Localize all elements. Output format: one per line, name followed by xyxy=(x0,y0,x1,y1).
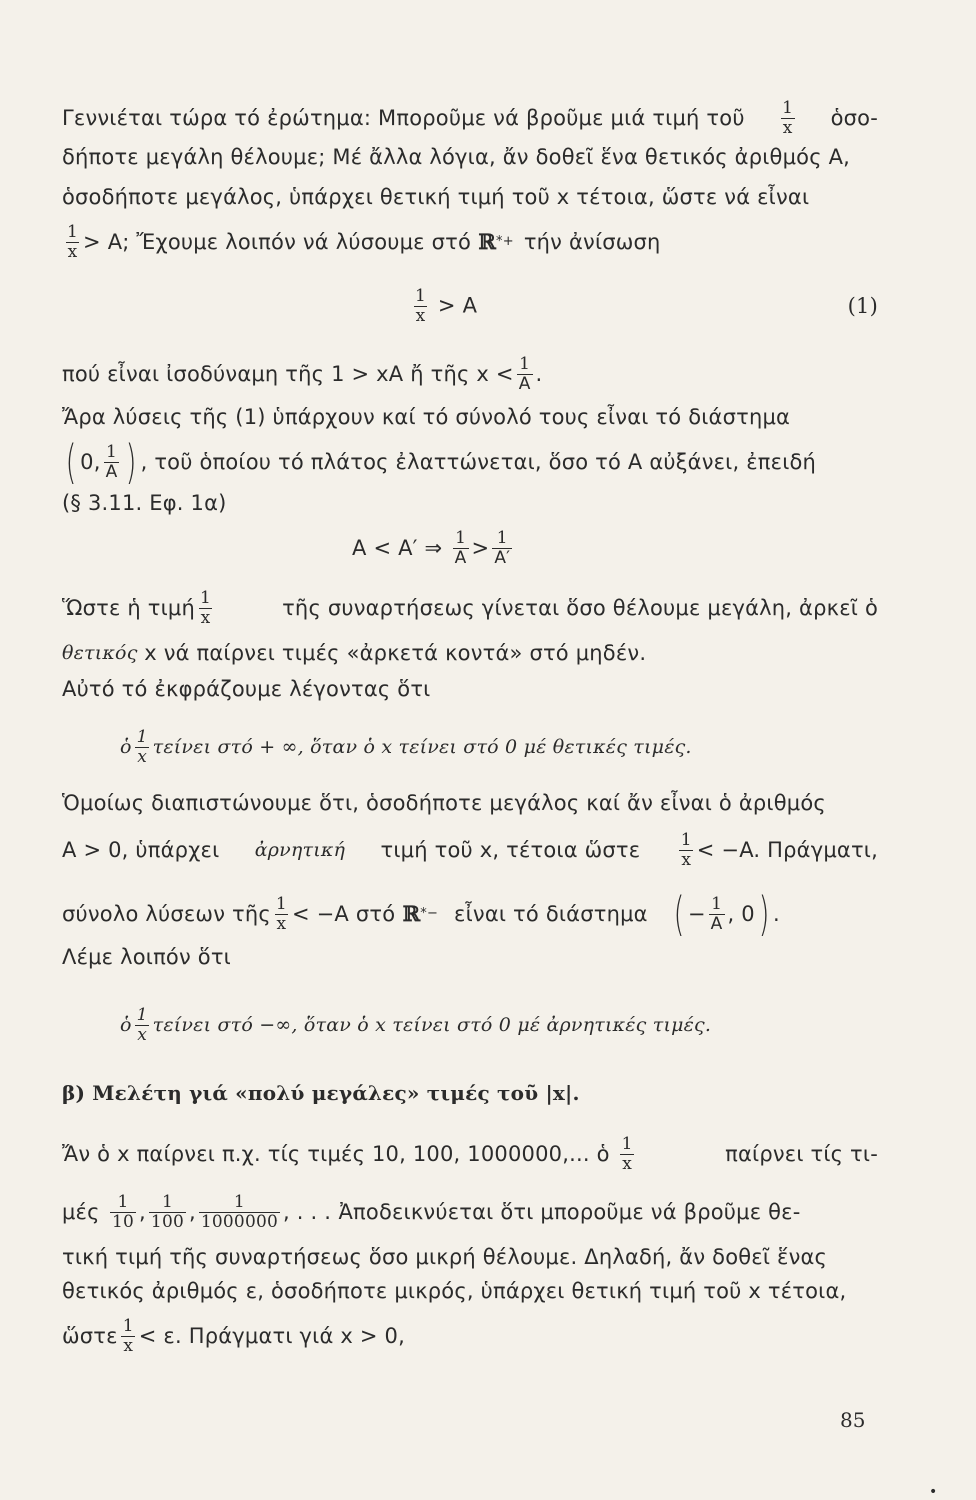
text: A < A′ ⇒ xyxy=(352,536,443,560)
text: − xyxy=(687,902,706,926)
denominator: x xyxy=(200,607,211,628)
denominator: x xyxy=(782,117,793,138)
fraction-1-over-x xyxy=(135,728,150,767)
text: πού εἶναι ἰσοδύναμη τῆς 1 > xA ἤ τῆς x < xyxy=(62,362,514,386)
text: δήποτε μεγάλη θέλουμε; Μέ ἄλλα λόγια, ἄν δοθεῖ ἕνα θετικός ἀριθμός A, xyxy=(62,145,851,169)
denominator: x xyxy=(415,305,426,326)
text: Ἄν ὁ x παίρνει π.χ. τίς τιμές 10, 100, 1000000,... ὁ xyxy=(62,1142,610,1166)
numerator: 1 xyxy=(621,1133,633,1154)
p5-line5 xyxy=(62,1310,878,1362)
denominator: 1000000 xyxy=(200,1211,278,1232)
text: < ε. Πράγματι γιά x > 0, xyxy=(138,1324,405,1348)
text: Ἄρα λύσεις τῆς (1) ὑπάρχουν καί τό σύνολό τους εἶναι τό διάστημα xyxy=(62,405,791,429)
text: (§ 3.11. Εφ. 1α) xyxy=(62,491,227,515)
p2-line2 xyxy=(62,402,878,432)
denominator: A xyxy=(105,461,118,482)
italic-text: τείνει στό + ∞, ὅταν ὁ x τείνει στό 0 μέ θετικές τιμές. xyxy=(152,736,692,758)
text: , xyxy=(188,1200,196,1224)
text: , xyxy=(139,1200,146,1224)
denominator: x xyxy=(622,1153,633,1174)
numerator: 1 xyxy=(415,285,427,306)
text: παίρνει τίς τι- xyxy=(725,1142,878,1166)
subscript: *+ xyxy=(496,234,514,249)
fraction-1-over-x xyxy=(198,589,213,628)
denominator: x xyxy=(681,849,692,870)
numerator: 1 xyxy=(136,1004,148,1025)
numerator: 1 xyxy=(136,726,148,747)
equation-1 xyxy=(62,278,878,334)
fraction-1-over-x xyxy=(620,1135,635,1174)
numerator: 1 xyxy=(275,893,287,914)
fraction-1-over-10 xyxy=(110,1193,136,1232)
fraction-1-over-x xyxy=(780,99,795,138)
denominator: x xyxy=(67,241,78,262)
italic-text: ὁ xyxy=(120,736,132,758)
text: Λέμε λοιπόν ὅτι xyxy=(62,945,231,969)
text: μές xyxy=(62,1200,100,1224)
paren: ( xyxy=(65,435,77,489)
p4-line3 xyxy=(62,884,878,944)
equation-2 xyxy=(62,520,878,576)
italic-text: τείνει στό −∞, ὅταν ὁ x τείνει στό 0 μέ ἀρνητικές τιμές. xyxy=(152,1014,712,1036)
numerator: 1 xyxy=(106,441,118,462)
fraction-1-over-1000000 xyxy=(199,1193,280,1232)
page-body xyxy=(62,88,878,1362)
text: , τοῦ ὁποίου τό πλάτος ἐλαττώνεται, ὅσο τό A αὐξάνει, ἐπειδή xyxy=(140,450,817,474)
p3-line3 xyxy=(62,674,878,704)
text: θετικός ἀριθμός ε, ὁσοδήποτε μικρός, ὑπάρχει θετική τιμή τοῦ x τέτοια, xyxy=(62,1279,847,1303)
text: . xyxy=(535,362,543,386)
denominator: A′ xyxy=(494,547,511,568)
p5-line2 xyxy=(62,1186,878,1238)
p5-line4 xyxy=(62,1276,878,1306)
p3-line1 xyxy=(62,582,878,634)
p1-line2 xyxy=(62,142,878,172)
p2-line1 xyxy=(62,348,878,400)
fraction-1-over-A xyxy=(517,355,533,394)
numerator: 1 xyxy=(233,1191,245,1212)
fraction-1-over-A xyxy=(709,895,725,934)
equation-2-expr xyxy=(352,529,515,568)
text: > A xyxy=(437,293,478,317)
denominator: x xyxy=(137,1024,148,1045)
fraction-1-over-x xyxy=(413,287,428,326)
text: τήν ἀνίσωση xyxy=(523,230,661,254)
denominator: 10 xyxy=(111,1211,135,1232)
text: x νά παίρνει τιμές «ἀρκετά κοντά» στό μηδέν. xyxy=(144,641,647,665)
numerator: 1 xyxy=(200,587,212,608)
text: ὁσο- xyxy=(830,106,878,130)
heading-text: β) Μελέτη γιά «πολύ μεγάλες» τιμές τοῦ |x|. xyxy=(62,1081,580,1105)
p4-line4 xyxy=(62,942,878,972)
text: Ὥστε ἡ τιμή xyxy=(62,596,195,620)
p4-line2 xyxy=(62,822,878,878)
numerator: 1 xyxy=(117,1191,129,1212)
p1-line4 xyxy=(62,218,878,266)
text: εἶναι τό διάστημα xyxy=(454,902,648,926)
denominator: A xyxy=(518,373,531,394)
numerator: 1 xyxy=(519,353,531,374)
fraction-1-over-A xyxy=(104,443,120,482)
text: τιμή τοῦ x, τέτοια ὥστε xyxy=(380,838,641,862)
paren: ) xyxy=(126,435,137,489)
text: A > 0, ὑπάρχει xyxy=(62,838,220,862)
equation-1-expr xyxy=(410,287,477,326)
text: , . . . xyxy=(283,1200,332,1224)
italic-text: θετικός xyxy=(62,642,138,664)
p1-line1 xyxy=(62,88,878,148)
p1-line3 xyxy=(62,182,878,212)
text: τική τιμή τῆς συναρτήσεως ὅσο μικρή θέλουμε. Δηλαδή, ἄν δοθεῖ ἕνας xyxy=(62,1245,828,1269)
denominator: A xyxy=(710,913,723,934)
page-number: 85 xyxy=(840,1408,866,1432)
text: Ὁμοίως διαπιστώνουμε ὅτι, ὁσοδήποτε μεγάλος καί ἄν εἶναι ὁ ἀριθμός xyxy=(62,791,826,815)
fraction-1-over-x xyxy=(65,223,80,262)
text: > A; Ἔχουμε λοιπόν νά λύσουμε στό xyxy=(83,230,472,254)
text: Αὐτό τό ἐκφράζουμε λέγοντας ὅτι xyxy=(62,677,431,701)
paren: ) xyxy=(758,887,770,941)
equation-label: (1) xyxy=(847,294,878,318)
denominator: x xyxy=(123,1335,134,1356)
numerator: 1 xyxy=(122,1315,134,1336)
numerator: 1 xyxy=(711,893,723,914)
denominator: x xyxy=(276,913,287,934)
p5-line1 xyxy=(62,1126,878,1182)
italic-text: ἀρνητική xyxy=(254,839,346,861)
fraction-1-over-100 xyxy=(149,1193,186,1232)
denominator: A xyxy=(454,547,467,568)
numerator: 1 xyxy=(782,97,794,118)
text: ὥστε xyxy=(62,1324,118,1348)
p4-line2-end xyxy=(676,831,878,870)
fraction-1-over-x xyxy=(135,1006,150,1045)
text: > xyxy=(471,536,490,560)
text: Ἀποδεικνύεται ὅτι μποροῦμε νά βροῦμε θε- xyxy=(338,1200,801,1224)
stray-mark: • xyxy=(929,1484,938,1500)
numerator: 1 xyxy=(496,527,508,548)
text: ὁσοδήποτε μεγάλος, ὑπάρχει θετική τιμή τοῦ x τέτοια, ὥστε νά εἶναι xyxy=(62,185,810,209)
denominator: 100 xyxy=(150,1211,184,1232)
text: Γεννιέται τώρα τό ἐρώτημα: Μποροῦμε νά βροῦμε μιά τιμή τοῦ xyxy=(62,106,745,130)
section-heading xyxy=(62,1078,878,1108)
equation-3 xyxy=(62,720,878,774)
fraction-1-over-x xyxy=(274,895,289,934)
numerator: 1 xyxy=(455,527,467,548)
numerator: 1 xyxy=(680,829,692,850)
fraction-1-over-A xyxy=(453,529,469,568)
fraction-1-over-x xyxy=(679,831,694,870)
p4-line1 xyxy=(62,788,878,818)
text: < −A στό xyxy=(291,902,396,926)
italic-text: ὁ xyxy=(120,1014,132,1036)
p2-line3 xyxy=(62,436,878,488)
reals-symbol: ℝ xyxy=(402,901,421,926)
fraction-1-over-x xyxy=(121,1317,136,1356)
numerator: 1 xyxy=(67,221,79,242)
text: 0, xyxy=(80,450,101,474)
p5-line1-start xyxy=(62,1135,638,1174)
subscript: *− xyxy=(420,906,439,921)
text: < −A. Πράγματι, xyxy=(696,838,878,862)
denominator: x xyxy=(137,746,148,767)
fraction-1-over-A-prime xyxy=(492,529,512,568)
text: , 0 xyxy=(727,902,755,926)
paren: ( xyxy=(673,887,685,941)
reals-symbol: ℝ xyxy=(478,229,497,254)
p2-line4 xyxy=(62,488,878,518)
text: τῆς συναρτήσεως γίνεται ὅσο θέλουμε μεγάλη, ἀρκεῖ ὁ xyxy=(282,596,878,620)
p3-line1-start xyxy=(62,589,216,628)
numerator: 1 xyxy=(161,1191,173,1212)
p5-line3 xyxy=(62,1242,878,1272)
equation-4 xyxy=(62,998,878,1052)
text: σύνολο λύσεων τῆς xyxy=(62,902,271,926)
p3-line2 xyxy=(62,638,878,668)
text: . xyxy=(772,902,780,926)
